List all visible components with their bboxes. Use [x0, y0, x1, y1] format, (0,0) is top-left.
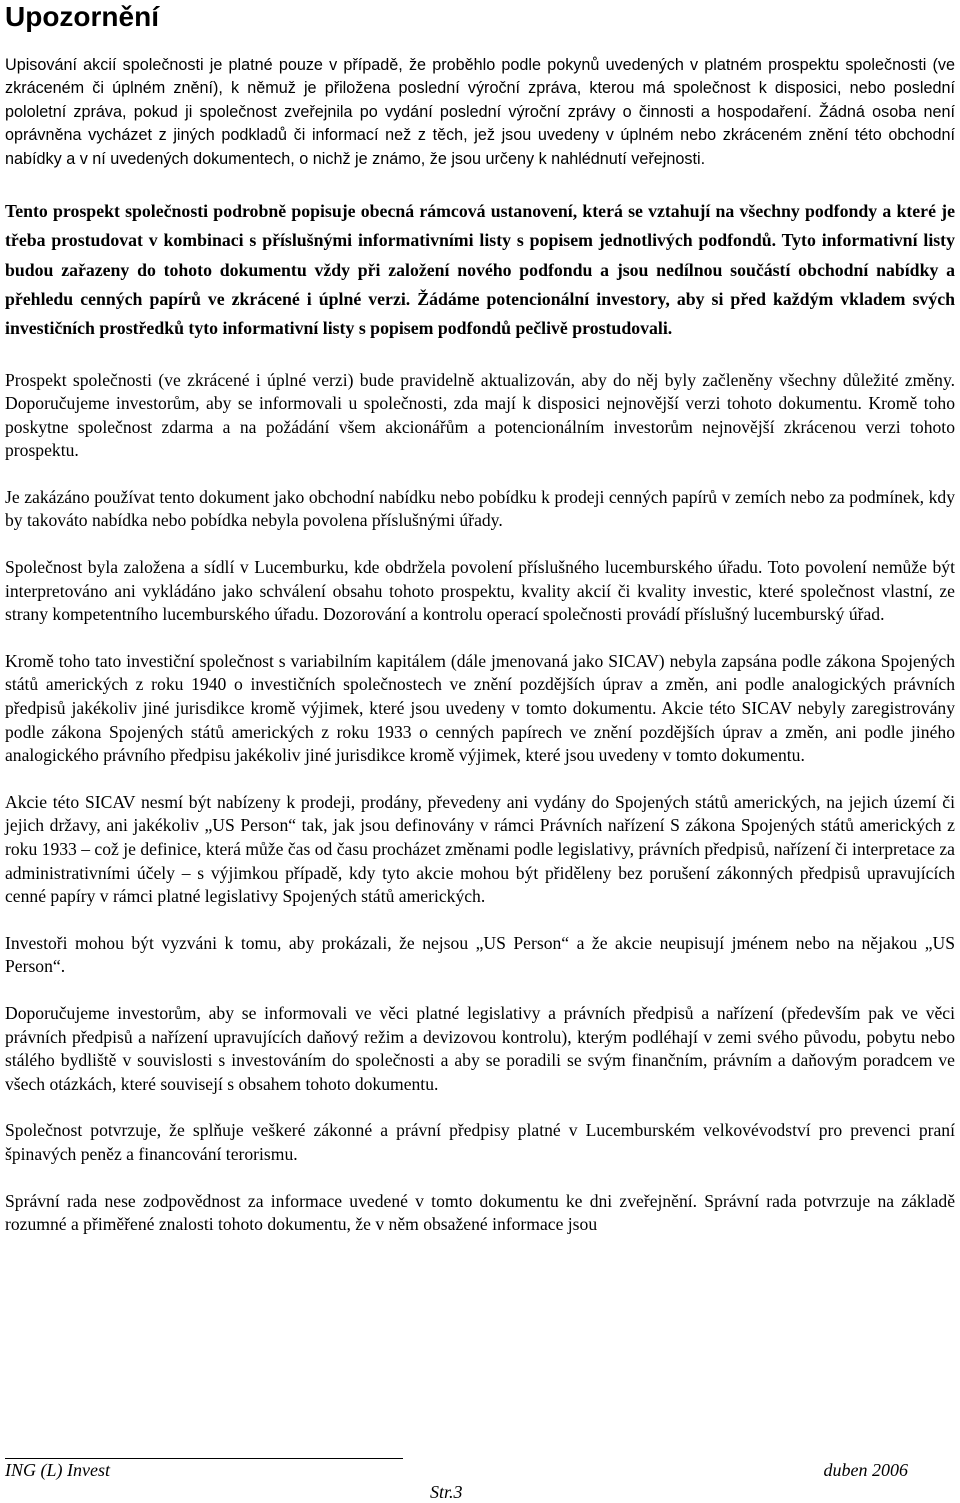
paragraph-board-responsibility: Správní rada nese zodpovědnost za informace uvedené v tomto dokumentu ke dni zveřejnění. Správní rada potvrzuje na základě rozumné a přiměřené znalosti tohoto dokumentu, že v něm obsažené informace jsou	[5, 1190, 955, 1235]
paragraph-anti-money-laundering: Společnost potvrzuje, že splňuje veškeré zákonné a právní předpisy platné v Lucemburském velkovévodství pro prevenci praní špinavých peněz a financování terorismu.	[5, 1120, 955, 1164]
paragraph-prospectus-bold: Tento prospekt společnosti podrobně popisuje obecná rámcová ustanovení, která se vztahují na všechny podfondy a které je třeba prostudovat v kombinaci s příslušnými informativními listy s popisem jednotlivých podfondů. Tyto informativní listy budou zařazeny do tohoto dokumentu vždy při založení nového podfondu a jsou nedílnou součástí obchodní nabídky a přehledu cenných papírů ve zkrácené i úplné verzi. Žádáme potencionální investory, aby si před každým vkladem svých investičních prostředků tyto informativní listy s popisem podfondů pečlivě prostudovali.	[5, 201, 955, 339]
footer-fund-name: ING (L) Invest	[5, 1460, 110, 1480]
paragraph-luxembourg: Společnost byla založena a sídlí v Lucemburku, kde obdržela povolení příslušného lucemburského úřadu. Toto povolení nemůže být interpretováno ani vykládáno jako schválení obsahu tohoto prospektu, kvality akcií či kvality investic, které společnost vlastní, ze strany kompetentního lucemburského úřadu. Dozorování a kontrolu operací společnosti provádí příslušný lucemburský úřad.	[5, 557, 955, 625]
paragraph-updates: Prospekt společnosti (ve zkrácené i úplné verzi) bude pravidelně aktualizován, aby do něj byly začleněny všechny důležité změny. Doporučujeme investorům, aby se informovali u společnosti, zda mají k disposici nejnovější verzi tohoto dokumentu. Kromě toho poskytne společnost zdarma a na požádání všem akcionářům a potencionálním investorům nejnovější zkrácenou verzi tohoto prospektu.	[5, 369, 955, 461]
footer-date: duben 2006	[823, 1460, 908, 1480]
document-page	[5, 0, 955, 1237]
paragraph-subscription: Upisování akcií společnosti je platné pouze v případě, že proběhlo podle pokynů uvedených v platném prospektu společnosti (ve zkráceném či úplném znění), k němuž je přiložena poslední výroční zpráva, kterou má společnost k disposici, nebo poslední pololetní zpráva, pokud ji společnost zveřejnila po vydání poslední výroční zprávy o činnosti a hospodaření. Žádná osoba není oprávněna vycházet z jiných podkladů či informací než z těch, jež jsou uvedeny v úplném nebo zkráceném znění této obchodní nabídky a v ní uvedených dokumentech, o nichž je známo, že jsou určeny k nahlédnutí veřejnosti.	[5, 56, 955, 168]
paragraph-prohibited-use: Je zakázáno používat tento dokument jako obchodní nabídku nebo pobídku k prodeji cenných papírů v zemích nebo za podmínek, kdy by takováto nabídka nebo pobídka nebyla povolena příslušnými úřady.	[5, 486, 955, 531]
page-title: Upozornění	[5, 1, 159, 32]
footer-divider	[5, 1458, 403, 1459]
paragraph-us-restrictions: Akcie této SICAV nesmí být nabízeny k prodeji, prodány, převedeny ani vydány do Spojených států amerických, na jejich území či jejich državy, ani jakékoliv „US Person“ tak, jak jsou definovány v rámci Právních nařízení S zákona Spojených států amerických z roku 1933 – což je definice, která může čas od času procházet změnami podle legislativy, právních předpisů, nařízení či interpretace za administrativními účely – s výjimkou případě, kdy tyto akcie mohou být přiděleny bez porušení zákonných předpisů upravujících cenné papíry v rámci platné legislativy Spojených států amerických.	[5, 791, 955, 907]
paragraph-us-person-proof: Investoři mohou být vyzváni k tomu, aby prokázali, že nejsou „US Person“ a že akcie neupisují jménem nebo na nějakou „US Person“.	[5, 932, 955, 977]
paragraph-sicav-registration: Kromě toho tato investiční společnost s variabilním kapitálem (dále jmenovaná jako SICAV) nebyla zapsána podle zákona Spojených států amerických z roku 1940 o investičních společnostech ve znění pozdějších úprav a změn, ani podle analogických právních předpisů jakékoliv jiné jurisdikce kromě výjimek, které jsou uvedeny v tomto dokumentu. Akcie této SICAV nebyly zaregistrovány podle zákona Spojených států amerických z roku 1933 o cenných papírech ve znění pozdějších úprav a změn, ani podle jiného analogického právního předpisu jakékoliv jiné jurisdikce kromě výjimek, které jsou uvedeny v tomto dokumentu.	[5, 650, 955, 766]
paragraph-legislation-advice: Doporučujeme investorům, aby se informovali ve věci platné legislativy a právních předpisů a nařízení (především pak ve věci právních předpisů a nařízení upravujících daňový režim a devizovou kontrolu), kterým podléhají v zemi svého původu, pobytu nebo stálého bydliště v souvislosti s investováním do společnosti a aby se poradili se svým finančním, právním a daňovým poradcem ve všech otázkách, které souvisejí s obsahem tohoto dokumentu.	[5, 1002, 955, 1094]
page-number: Str.3	[430, 1482, 463, 1502]
